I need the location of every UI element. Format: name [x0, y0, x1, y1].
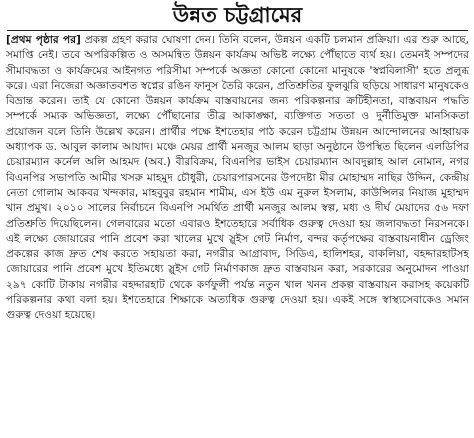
article-body-text: প্রকল্প গ্রহণ করার ঘোষণা দেন। তিনি বলেন, উন্নয়ন একটি চলমান প্রক্রিয়া। এর শুরু আছে, সমাপ্তি নেই। তবে অপরিকল্পিত ও অসমন্বিত উন্নয়ন কার্যক্রম অভিষ্ট লক্ষ্যে পৌঁছাতে ব্যর্থ হয়। তেমনই সম্পদের সীমাবদ্ধতা ও কার্যক্রমের আইনগত পরিসীমা সম্পর্কে অজ্ঞতা কোনো কোনো মানুষকে 'স্বপ্নবিলাসী' হতে প্রলুব্ধ করে। এরা নিজেরা অজ্ঞাতবশত স্বপ্নের রঙিন ফানুস তৈরি করেন, প্রতিশ্রুতির ফুলঝুরি ছড়িয়ে সাধারণ মানুষকেও বিভ্রান্ত করেন। তাই যে কোনো উন্নয়ন কার্যক্রম বাস্তবায়নের জন্য পরিকল্পনার ক্রটিহীনতা, বাস্তবায়ন পদ্ধতি সম্পর্কে সম্যক অভিজ্ঞতা, লক্ষ্যে পৌঁছানোর তীব্র আকাঙ্ক্ষা, ব্যক্তিগত সততা ও দুর্নীতিমুক্ত মানসিকতা প্রয়োজন বলে তিনি উল্লেখ করেন। প্রার্থীর পক্ষে ইশতেহার পাঠ করেন চট্টগ্রাম উন্নয়ন আন্দোলনের আহ্বায়ক অধ্যাপক ড. আবুল কালাম আযাদ। মঞ্চে মেয়র প্রার্থী মনজুর আলম ছাড়া অনুষ্ঠানে উপস্থিত ছিলেন এলডিপির চেয়ারম্যান কর্নেল অলি আহমদ (অব.) বীরবিক্রম, বিএনপির ভাইস চেয়ারম্যান আবদুল্লাহ আল নোমান, নগর বিএনপির সভাপতি আমীর খসরু মাহমুদ চৌধুরী, চেয়ারপারসনের উপদেষ্টা মীর মোহাম্মদ নাছির উদ্দিন, কেন্দ্রীয় নেতা গোলাম আকবর খন্দকার, মাহবুবুর রহমান শামীম, এস ইউ এম নুরুল ইসলাম, কাউন্সিলর নিয়াজ মুহাম্মদ খান প্রমুখ। ২০১০ সালের নির্বাচনে বিএনপি সমর্থিত প্রার্থী মনজুর আলম স্বল্প, মধ্য ও দীর্ঘ মেয়াদের ৫৬ দফা প্রতিশ্রুতি দিয়েছিলেন। গেলবারের মতো এবারও ইশতেহারে সর্বাধিক গুরুত্ব দেওয়া হয় জলাবদ্ধতা নিরসনকে। এই লক্ষ্যে জোয়ারের পানি প্রবেশ করা খালের মুখে স্লুইস গেট নির্মাণ, বন্দর কর্তৃপক্ষের বাস্তবায়নাধীন ড্রেজিং প্রকল্পের কাজ দ্রুত শেষ করতে সহায়তা করা, নগরীর আগ্রাবাদ, সিডিএ, হালিশহর, বাকলিয়া, বহদ্দারহাটসহ জোয়ারের পানি প্রবেশ মুখে ইতিমধ্যে স্লুইস গেট নির্মাণকাজ দ্রুত বাস্তবায়ন করা, সরকারের অনুমোদন পাওয়া ২৯৭ কোটি টাকায় নগরীর বহদ্দারহাট থেকে কর্ণফুলী পর্যন্ত নতুন খাল খনন প্রকল্প বাস্তবায়ন করাসহ কয়েকটি পরিকল্পনার কথা বলা হয়। ইশতেহারে শিক্ষাকে অত্যধিক গুরুত্ব দেওয়া হয়। একই সঙ্গে স্বাস্থ্যসেবাকেও সমান গুরুত্ব দেওয়া হয়েছে।	[6, 34, 469, 322]
article-body	[6, 33, 469, 324]
article-headline: উন্নত চট্টগ্রামের	[172, 3, 303, 27]
headline-divider	[7, 30, 468, 31]
continued-from-front-page-label: [প্রথম পৃষ্ঠার পর]	[6, 34, 81, 46]
